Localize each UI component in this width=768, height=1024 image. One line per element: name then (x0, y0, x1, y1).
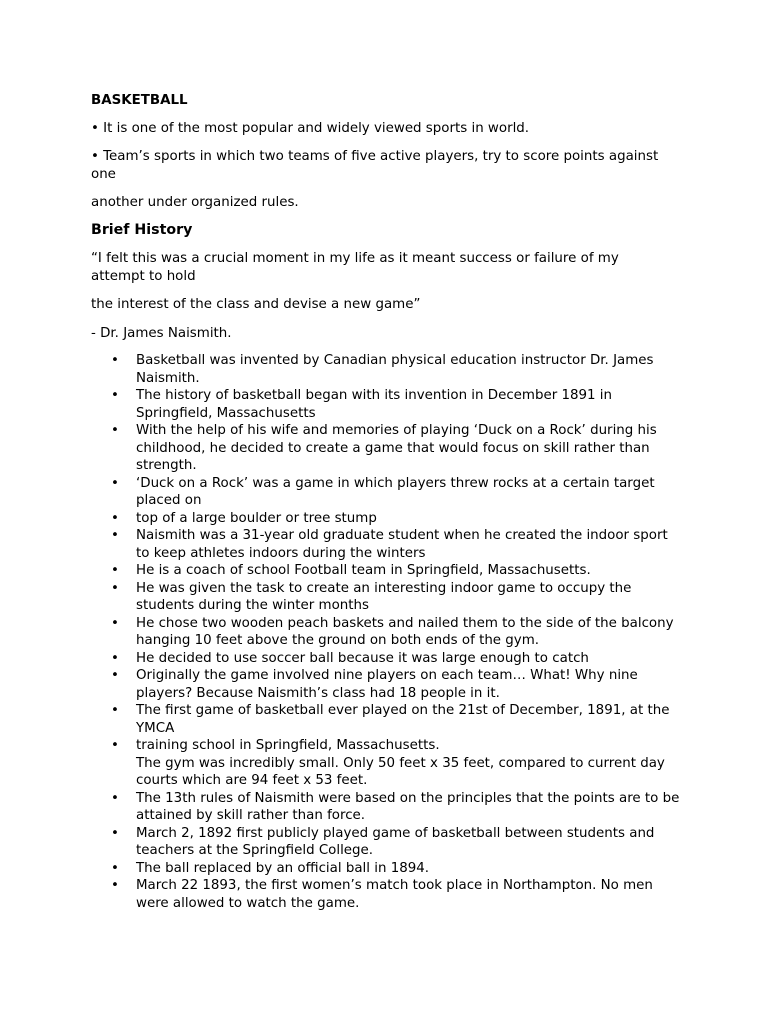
intro-line-3: another under organized rules. (91, 195, 299, 210)
list-item-text: The first game of basketball ever played on the 21st of December, 1891, at the YMCA (136, 703, 670, 736)
list-item-text: The ball replaced by an official ball in 1894. (136, 860, 430, 876)
bullet-marker: • (111, 563, 119, 578)
bullet-marker: • (111, 650, 119, 666)
list-item-text: He decided to use soccer ball because it was large enough to catch (136, 650, 589, 666)
list-item-text: The history of basketball began with its invention in December 1891 in Springfield, Massachusetts (136, 388, 613, 421)
list-item (0, 422, 681, 475)
bullet-marker: • (111, 825, 119, 841)
list-item-text: The gym was incredibly small. Only 50 feet x 35 feet, compared to current day courts which are 94 feet x 53 feet. (136, 755, 665, 788)
list-item-text: training school in Springfield, Massachusetts. (136, 738, 440, 753)
bullet-marker: • (111, 878, 119, 893)
bullet-marker: • (111, 703, 119, 718)
quote-line-2: the interest of the class and devise a new game” (91, 297, 421, 312)
intro-line-2: • Team’s sports in which two teams of five active players, try to score points against one (91, 149, 659, 182)
list-item (0, 825, 681, 860)
list-item (0, 860, 681, 878)
list-item (0, 877, 681, 912)
list-item-text: With the help of his wife and memories of playing ‘Duck on a Rock’ during his childhood, he decided to create a game that would focus on skill rather than strength. (136, 423, 657, 473)
bullet-marker: • (111, 475, 119, 491)
list-item (0, 562, 681, 580)
bullet-marker: • (111, 528, 119, 543)
bullet-marker: • (111, 860, 119, 876)
list-item-text: Originally the game involved nine players on each team… What! Why nine players? Because Naismith’s class had 18 people in it. (136, 668, 638, 701)
history-heading: Brief History (91, 222, 193, 238)
list-item-text: March 22 1893, the first women’s match took place in Northampton. No men were allowed to watch the game. (136, 878, 653, 911)
bullet-marker: • (111, 580, 119, 596)
history-bullet-list (0, 352, 768, 912)
list-item (0, 650, 681, 668)
list-item (0, 615, 681, 650)
list-item-text: March 2, 1892 first publicly played game of basketball between students and teachers at the Springfield College. (136, 825, 655, 858)
document-title: BASKETBALL (91, 93, 188, 108)
list-item-text: He was given the task to create an interesting indoor game to occupy the students during the winter months (136, 580, 632, 613)
list-item (0, 737, 681, 755)
list-item-text: He is a coach of school Football team in Springfield, Massachusetts. (136, 563, 591, 578)
bullet-marker: • (111, 668, 119, 683)
bullet-marker: • (111, 615, 119, 631)
list-item (0, 667, 681, 702)
list-item (0, 387, 681, 422)
list-item-text: Naismith was a 31-year old graduate student when he created the indoor sport to keep athletes indoors during the winters (136, 528, 668, 561)
bullet-marker: • (111, 388, 119, 403)
bullet-marker: • (111, 510, 119, 526)
list-item (0, 352, 681, 387)
quote-attribution: - Dr. James Naismith. (91, 326, 232, 341)
list-item (0, 755, 681, 790)
list-item (0, 702, 681, 737)
list-item (0, 510, 681, 528)
list-item-text: He chose two wooden peach baskets and nailed them to the side of the balcony hanging 10 feet above the ground on both ends of the gym. (136, 615, 674, 648)
list-item (0, 790, 681, 825)
list-item-text: Basketball was invented by Canadian physical education instructor Dr. James Naismith. (136, 353, 654, 386)
intro-line-1: • It is one of the most popular and widely viewed sports in world. (91, 121, 530, 136)
list-item-text: top of a large boulder or tree stump (136, 510, 377, 526)
bullet-marker: • (111, 423, 119, 438)
list-item (0, 580, 681, 615)
list-item-text: ‘Duck on a Rock’ was a game in which players threw rocks at a certain target placed on (136, 475, 655, 508)
bullet-marker: • (111, 790, 119, 806)
quote-line-1: “I felt this was a crucial moment in my life as it meant success or failure of my attempt to hold (91, 251, 619, 284)
list-item-text: The 13th rules of Naismith were based on the principles that the points are to be attained by skill rather than force. (136, 790, 680, 823)
bullet-marker: • (111, 738, 119, 753)
list-item (0, 527, 681, 562)
list-item (0, 475, 681, 510)
bullet-marker: • (111, 353, 119, 368)
